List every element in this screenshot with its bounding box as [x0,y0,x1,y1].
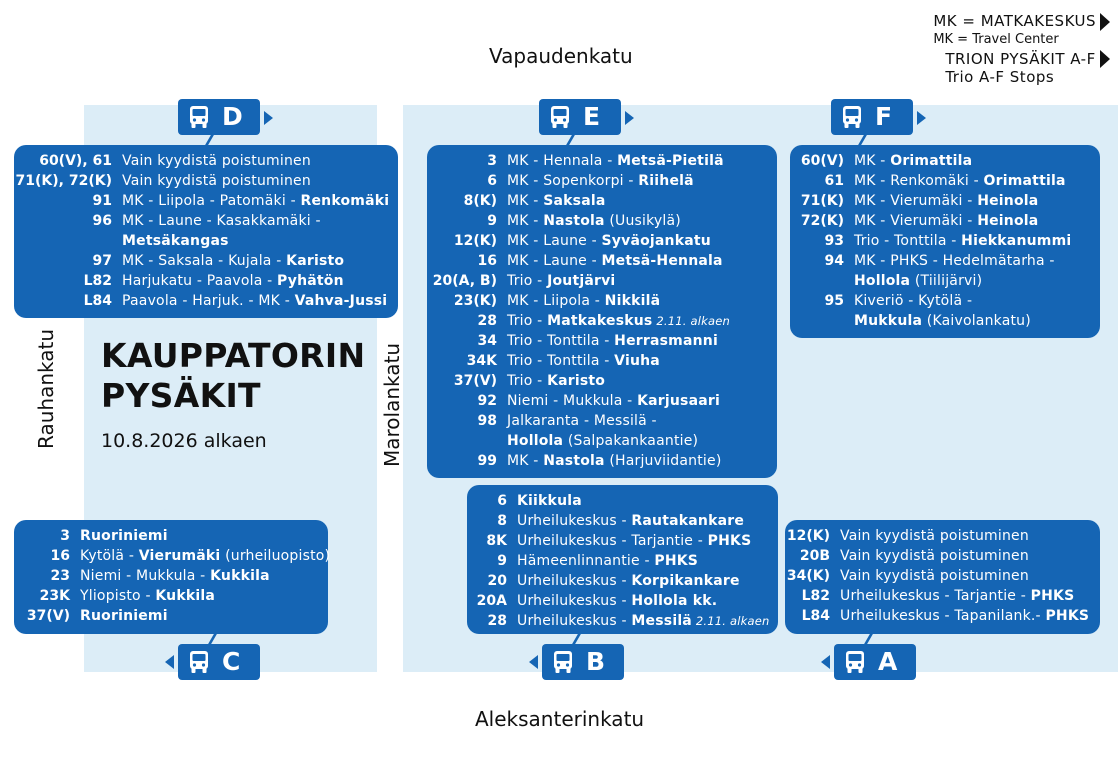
route-row [785,606,1100,626]
route-destination: Hollola [507,433,564,449]
route-row [14,151,398,171]
route-panel-f [790,145,1100,338]
route-description [507,391,777,411]
route-via: MK - [507,193,544,209]
route-destination: Metsä-Pietilä [617,153,724,169]
route-description [122,191,398,211]
route-number: 72(K) [800,213,844,229]
arrow-left-icon [821,655,830,669]
arrow-right-icon [1100,50,1110,68]
route-via: Vain kyydistä poistuminen [122,173,311,189]
route-destination: Ruoriniemi [80,608,168,624]
route-description [507,151,777,171]
route-via: Urheilukeskus - Tarjantie - [840,588,1031,604]
stop-letter: D [222,102,243,131]
route-via: MK - [507,213,544,229]
route-description [507,191,777,211]
route-row [790,231,1100,251]
bus-icon [553,651,573,673]
route-via: Hämeenlinnantie - [517,553,655,569]
route-destination: Nikkilä [604,293,661,309]
route-panel-d [14,145,398,318]
bus-icon [189,106,209,128]
route-destination: Ruoriniemi [80,528,168,544]
route-number: 23K [39,588,70,604]
route-destination: Joutjärvi [547,273,616,289]
route-via: Yliopisto - [80,588,156,604]
route-number: 34 [477,333,497,349]
route-destination: Vierumäki [138,548,221,564]
route-row [14,291,398,311]
stop-letter: A [878,647,898,676]
route-via: Vain kyydistä poistuminen [122,153,311,169]
route-via: Urheilukeskus - [517,593,632,609]
route-row [427,311,777,331]
route-description [507,171,777,191]
route-via: (Kaivolankatu) [922,313,1031,329]
route-description [122,291,398,311]
route-row [785,566,1100,586]
route-via: 2.11. alkaen [691,614,770,628]
route-destination: PHKS [707,533,752,549]
route-row [14,191,398,211]
route-number: 99 [477,453,497,469]
street-bottom: Aleksanterinkatu [475,707,645,731]
stop-badge-e[interactable] [539,99,621,135]
route-via: (urheiluopisto) [220,548,331,564]
stop-badge-b[interactable] [542,644,624,680]
route-row [427,231,777,251]
route-number: L84 [801,608,830,624]
route-via: Trio - Tonttila - [507,333,615,349]
route-number: 95 [824,293,844,309]
street-left: Rauhankatu [34,329,58,449]
route-description [80,566,328,586]
route-via: MK - Vierumäki - [854,193,978,209]
route-description [517,531,778,551]
route-row [467,491,778,511]
route-via: Urheilukeskus - [517,513,632,529]
route-via: Niemi - Mukkula - [80,568,211,584]
arrow-right-icon [264,111,273,125]
route-description [840,586,1100,606]
route-via: Paavola - Harjuk. - MK - [122,293,295,309]
route-row [14,566,328,586]
route-number: 9 [497,553,507,569]
route-description [507,331,777,351]
route-row [467,591,778,611]
route-destination: Nastola [543,213,605,229]
route-description [854,191,1100,211]
legend-trio-en: Trio A-F Stops [945,68,1055,86]
route-row [790,211,1100,231]
route-number: 8 [497,513,507,529]
route-via: Urheilukeskus - [517,573,632,589]
route-destination: Messilä [631,613,692,629]
route-row [427,251,777,271]
route-panel-a [785,520,1100,634]
bus-icon [845,651,865,673]
route-via: (Harjuviidantie) [604,453,722,469]
route-via: Urheilukeskus - [517,613,632,629]
route-destination: Mukkula [854,313,923,329]
route-row [14,586,328,606]
route-row [427,371,777,391]
route-number: 20(A, B) [432,273,497,289]
route-description [854,231,1100,251]
stop-badge-f[interactable] [831,99,913,135]
route-row [467,611,778,631]
route-number: 61 [824,173,844,189]
stop-letter: B [586,647,606,676]
route-destination: Vahva-Jussi [294,293,388,309]
route-row [14,271,398,291]
route-row [427,411,777,431]
route-row [427,431,777,451]
route-description [517,611,778,631]
route-description [80,546,330,566]
route-via: Trio - [507,313,548,329]
route-description [840,546,1100,566]
stop-letter: E [583,102,601,131]
route-row [785,586,1100,606]
route-via: Vain kyydistä poistuminen [840,528,1029,544]
route-panel-b [467,485,778,634]
route-description [122,211,398,231]
route-number: 34K [466,353,497,369]
route-description [507,451,777,471]
route-number: 94 [824,253,844,269]
arrow-left-icon [529,655,538,669]
route-destination: Kiikkula [517,493,582,509]
route-via: MK - Laune - Kasakkamäki - [122,213,321,229]
route-number [14,231,122,251]
route-number [790,271,854,291]
route-description [80,606,328,626]
route-via: MK - Saksala - Kujala - [122,253,287,269]
route-row [427,331,777,351]
stop-badge-d[interactable] [178,99,260,135]
route-number: 34(K) [786,568,830,584]
route-description [854,271,1100,291]
route-destination: PHKS [1045,608,1090,624]
route-via: Niemi - Mukkula - [507,393,638,409]
route-destination: Hollola kk. [631,593,718,609]
route-number: 12(K) [786,528,830,544]
route-destination: Metsäkangas [122,233,229,249]
route-row [467,531,778,551]
route-row [467,511,778,531]
route-via: Kytölä - [80,548,139,564]
route-number: 60(V) [800,153,844,169]
route-via: Trio - Tonttila - [854,233,962,249]
route-number: 16 [50,548,70,564]
legend-mk-en: MK = Travel Center [933,31,1059,47]
route-via: 2.11. alkaen [652,314,730,328]
route-via: MK - Laune - [507,233,602,249]
route-description [517,591,778,611]
route-number: 6 [497,493,507,509]
route-number [427,431,507,451]
route-via: Vain kyydistä poistuminen [840,568,1029,584]
route-number: 20A [476,593,507,609]
route-number: 3 [487,153,497,169]
route-description [122,151,398,171]
route-number: 23(K) [453,293,497,309]
route-number: 96 [92,213,112,229]
route-number: 20B [799,548,830,564]
arrow-left-icon [165,655,174,669]
route-row [427,391,777,411]
bus-icon [842,106,862,128]
route-number: 97 [92,253,112,269]
route-description [840,566,1100,586]
route-destination: Herrasmanni [614,333,718,349]
arrow-right-icon [625,111,634,125]
route-description [122,231,398,251]
route-destination: Matkakeskus [547,313,653,329]
route-description [517,491,778,511]
route-description [854,151,1100,171]
route-description [840,526,1100,546]
route-via: Harjukatu - Paavola - [122,273,278,289]
route-number: 60(V), 61 [39,153,112,169]
route-row [790,191,1100,211]
route-destination: Heinola [977,193,1039,209]
route-number: 28 [487,613,507,629]
route-row [427,211,777,231]
route-row [14,606,328,626]
route-destination: Hiekkanummi [961,233,1072,249]
route-description [507,371,777,391]
route-via: Trio - [507,373,548,389]
route-destination: Kukkila [155,588,216,604]
route-panel-c [14,520,331,634]
route-row [14,546,331,566]
route-via: Kiveriö - Kytölä - [854,293,973,309]
route-description [122,171,398,191]
bus-icon [189,651,209,673]
stop-letter: F [875,102,893,131]
stop-badge-a[interactable] [834,644,916,680]
route-destination: PHKS [654,553,699,569]
street-middle: Marolankatu [380,342,404,467]
route-row [785,546,1100,566]
route-destination: Metsä-Hennala [601,253,723,269]
route-number: 71(K), 72(K) [15,173,112,189]
route-via: Jalkaranta - Messilä - [507,413,657,429]
route-row [14,251,398,271]
route-row [427,351,777,371]
arrow-right-icon [1100,13,1110,31]
route-number: 91 [92,193,112,209]
route-description [840,606,1100,626]
route-via: Trio - [507,273,548,289]
route-row [427,291,777,311]
route-description [507,271,777,291]
legend-trio: TRION PYSÄKIT A-F [933,50,1110,69]
route-destination: PHKS [1030,588,1075,604]
route-description [80,586,328,606]
route-via: MK - Vierumäki - [854,213,978,229]
route-row [785,526,1100,546]
route-destination: Heinola [977,213,1039,229]
route-number: 6 [487,173,497,189]
route-description [854,211,1100,231]
route-number: 8K [486,533,507,549]
route-row [790,291,1100,311]
route-row [467,571,778,591]
route-via: MK - Laune - [507,253,602,269]
route-via: Trio - Tonttila - [507,353,615,369]
route-destination: Karisto [286,253,345,269]
route-destination: Orimattila [890,153,973,169]
stop-letter: C [222,647,241,676]
route-via: (Tiilijärvi) [910,273,983,289]
route-destination: Renkomäki [300,193,390,209]
route-panel-e [427,145,777,478]
route-row [790,171,1100,191]
route-row [14,231,398,251]
route-description [507,311,777,331]
route-number: 71(K) [800,193,844,209]
route-row [427,191,777,211]
arrow-right-icon [917,111,926,125]
route-via: MK - Sopenkorpi - [507,173,639,189]
route-destination: Karisto [547,373,606,389]
route-destination: Riihelä [638,173,694,189]
route-via: MK - [507,453,544,469]
route-row [14,211,398,231]
route-row [427,271,777,291]
stop-badge-c[interactable] [178,644,260,680]
bus-icon [550,106,570,128]
route-destination: Kukkila [210,568,270,584]
route-description [507,251,777,271]
route-row [790,251,1100,271]
route-description [80,526,328,546]
route-destination: Orimattila [983,173,1066,189]
route-via: (Salpakankaantie) [563,433,699,449]
route-number: L84 [83,293,112,309]
route-via: Vain kyydistä poistuminen [840,548,1029,564]
page-title: KAUPPATORIN PYSÄKIT [101,336,366,415]
route-number: 98 [477,413,497,429]
route-description [507,411,777,431]
route-destination: Hollola [854,273,911,289]
route-number: 20 [487,573,507,589]
route-destination: Karjusaari [637,393,720,409]
route-row [790,311,1100,331]
route-via: MK - Liipola - [507,293,605,309]
route-number: 92 [477,393,497,409]
route-number: 37(V) [453,373,497,389]
route-via: MK - Hennala - [507,153,618,169]
route-destination: Rautakankare [631,513,745,529]
route-description [854,171,1100,191]
route-via: (Uusikylä) [604,213,681,229]
route-number [790,311,854,331]
route-destination: Saksala [543,193,606,209]
route-description [122,251,398,271]
route-via: MK - PHKS - Hedelmätarha - [854,253,1055,269]
route-number: 16 [477,253,497,269]
route-number: L82 [83,273,112,289]
route-number: L82 [801,588,830,604]
route-row [790,271,1100,291]
route-number: 8(K) [463,193,497,209]
route-description [854,311,1100,331]
route-description [517,511,778,531]
route-description [517,551,778,571]
route-row [790,151,1100,171]
route-number: 37(V) [26,608,70,624]
route-description [507,431,777,451]
route-row [14,171,398,191]
route-number: 12(K) [453,233,497,249]
route-number: 3 [60,528,70,544]
valid-from-date: 10.8.2026 alkaen [101,430,267,452]
route-destination: Viuha [614,353,660,369]
route-via: Urheilukeskus - Tapanilank.- [840,608,1046,624]
street-top: Vapaudenkatu [489,44,633,68]
route-row [14,526,328,546]
route-description [507,351,777,371]
route-row [427,171,777,191]
route-via: MK - Liipola - Patomäki - [122,193,301,209]
route-description [507,291,777,311]
route-destination: Pyhätön [277,273,344,289]
route-destination: Korpikankare [631,573,740,589]
route-description [507,231,777,251]
route-row [427,151,777,171]
route-via: MK - [854,153,891,169]
route-destination: Nastola [543,453,605,469]
route-via: Urheilukeskus - Tarjantie - [517,533,708,549]
route-row [427,451,777,471]
legend [933,12,1110,86]
route-number: 9 [487,213,497,229]
route-destination: Syväojankatu [601,233,711,249]
route-description [507,211,777,231]
route-description [122,271,398,291]
route-via: MK - Renkomäki - [854,173,984,189]
route-number: 28 [477,313,497,329]
route-description [854,291,1100,311]
route-row [467,551,778,571]
route-description [517,571,778,591]
legend-mk: MK = MATKAKESKUS [933,12,1110,31]
route-description [854,251,1100,271]
route-number: 23 [50,568,70,584]
route-number: 93 [824,233,844,249]
